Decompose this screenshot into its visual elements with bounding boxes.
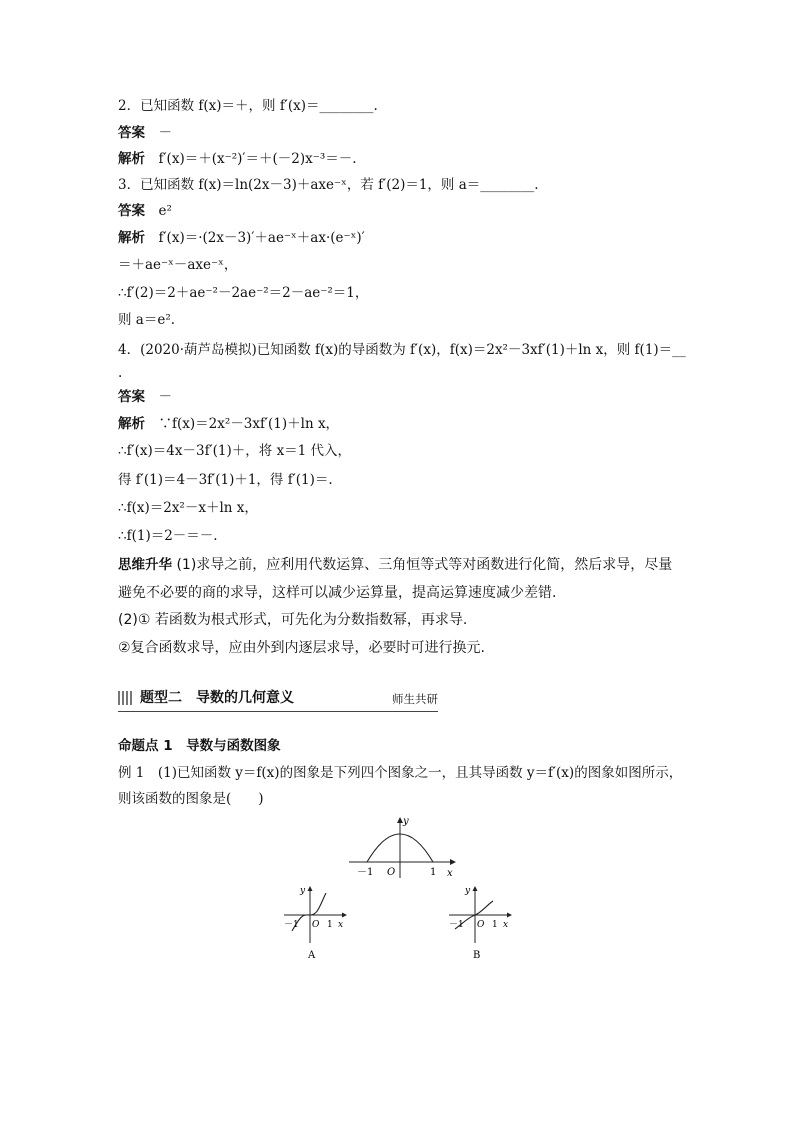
answer-3: 答案 e² bbox=[118, 203, 172, 219]
x-label: x bbox=[447, 868, 453, 879]
neg-one-label: －1 bbox=[449, 920, 464, 930]
subsection-title: 命题点 1 导数与函数图象 bbox=[118, 738, 281, 754]
answer-label: 答案 bbox=[118, 203, 145, 219]
solution-label: 解析 bbox=[118, 416, 145, 432]
origin-label: O bbox=[477, 920, 485, 930]
note-line-4: ②复合函数求导，应由外到内逐层求导，必要时可进行换元. bbox=[118, 640, 485, 656]
problem-2-statement: 2．已知函数 f(x)＝＋，则 f′(x)＝________. bbox=[118, 98, 378, 114]
solution-4: 解析 ∵f(x)＝2x²－3xf′(1)＋ln x， bbox=[118, 416, 340, 432]
answer-label: 答案 bbox=[118, 389, 145, 405]
solution-3: 解析 f′(x)＝·(2x－3)′＋ae⁻ˣ＋ax·(e⁻ˣ)′ bbox=[118, 230, 365, 246]
one-label: 1 bbox=[327, 920, 333, 930]
origin-label: O bbox=[312, 920, 320, 930]
solution-2: 解析 f′(x)＝＋(x⁻²)′＝＋(－2)x⁻³＝－. bbox=[118, 151, 357, 167]
solution-4-step-3: ∴f(x)＝2x²－x＋ln x， bbox=[118, 500, 258, 516]
note-line-2: 避免不必要的商的求导，这样可以减少运算量，提高运算速度减少差错. bbox=[118, 585, 557, 601]
y-label: y bbox=[300, 886, 306, 896]
section-title: 题型二 导数的几何意义 bbox=[140, 690, 294, 706]
x-label: x bbox=[503, 920, 509, 930]
neg-one-label: －1 bbox=[284, 920, 299, 930]
solution-4-step-4: ∴f(1)＝2－＝－. bbox=[118, 528, 218, 544]
x-label: x bbox=[338, 920, 344, 930]
solution-4-step-2: 得 f′(1)＝4－3f′(1)＋1，得 f′(1)＝. bbox=[118, 472, 333, 488]
note-line-1: 思维升华 (1)求导之前，应利用代数运算、三角恒等式等对函数进行化简，然后求导，尽量 bbox=[118, 557, 673, 573]
origin-label: O bbox=[387, 867, 396, 878]
solution-3-step-2: ∴f′(2)＝2＋ae⁻²－2ae⁻²＝2－ae⁻²＝1， bbox=[118, 285, 369, 301]
section-marker-icon bbox=[118, 691, 132, 705]
answer-2: 答案 － bbox=[118, 125, 172, 141]
example-line-1: 例 1 (1)已知函数 y＝f(x)的图象是下列四个图象之一，且其导函数 y＝f′(x)的图象如图所示， bbox=[118, 765, 683, 781]
solution-label: 解析 bbox=[118, 151, 145, 167]
answer-label: 答案 bbox=[118, 125, 145, 141]
neg-one-label: －1 bbox=[357, 867, 374, 878]
example-line-2: 则该函数的图象是( ) bbox=[118, 791, 264, 807]
solution-4-step-1: ∴f′(x)＝4x－3f′(1)＋，将 x＝1 代入， bbox=[118, 443, 352, 459]
note-label: 思维升华 bbox=[118, 557, 172, 573]
y-label: y bbox=[465, 886, 471, 896]
answer-4: 答案 － bbox=[118, 389, 172, 405]
option-b-caption: B bbox=[473, 950, 481, 961]
problem-3-statement: 3．已知函数 f(x)＝ln(2x－3)＋axe⁻ˣ，若 f′(2)＝1，则 a＝________. bbox=[118, 177, 539, 193]
y-label: y bbox=[403, 816, 409, 827]
option-a-caption: A bbox=[308, 950, 316, 961]
one-label: 1 bbox=[430, 867, 437, 878]
derivative-graph bbox=[345, 812, 460, 882]
section-header bbox=[118, 689, 438, 712]
one-label: 1 bbox=[492, 920, 498, 930]
problem-4-statement-end: . bbox=[118, 365, 123, 381]
section-tag: 师生共研 bbox=[392, 692, 438, 706]
option-b-graph bbox=[445, 883, 517, 963]
solution-3-step-1: ＝＋ae⁻ˣ－axe⁻ˣ， bbox=[118, 257, 238, 273]
solution-label: 解析 bbox=[118, 230, 145, 246]
solution-3-step-3: 则 a＝e². bbox=[118, 312, 176, 328]
problem-4-statement: 4．(2020·葫芦岛模拟)已知函数 f(x)的导函数为 f′(x)，f(x)＝2x²－3xf′(1)＋ln x，则 f(1)＝__ bbox=[118, 342, 686, 358]
option-a-graph bbox=[280, 883, 352, 963]
note-line-3: (2)① 若函数为根式形式，可先化为分数指数幂，再求导. bbox=[118, 612, 468, 628]
